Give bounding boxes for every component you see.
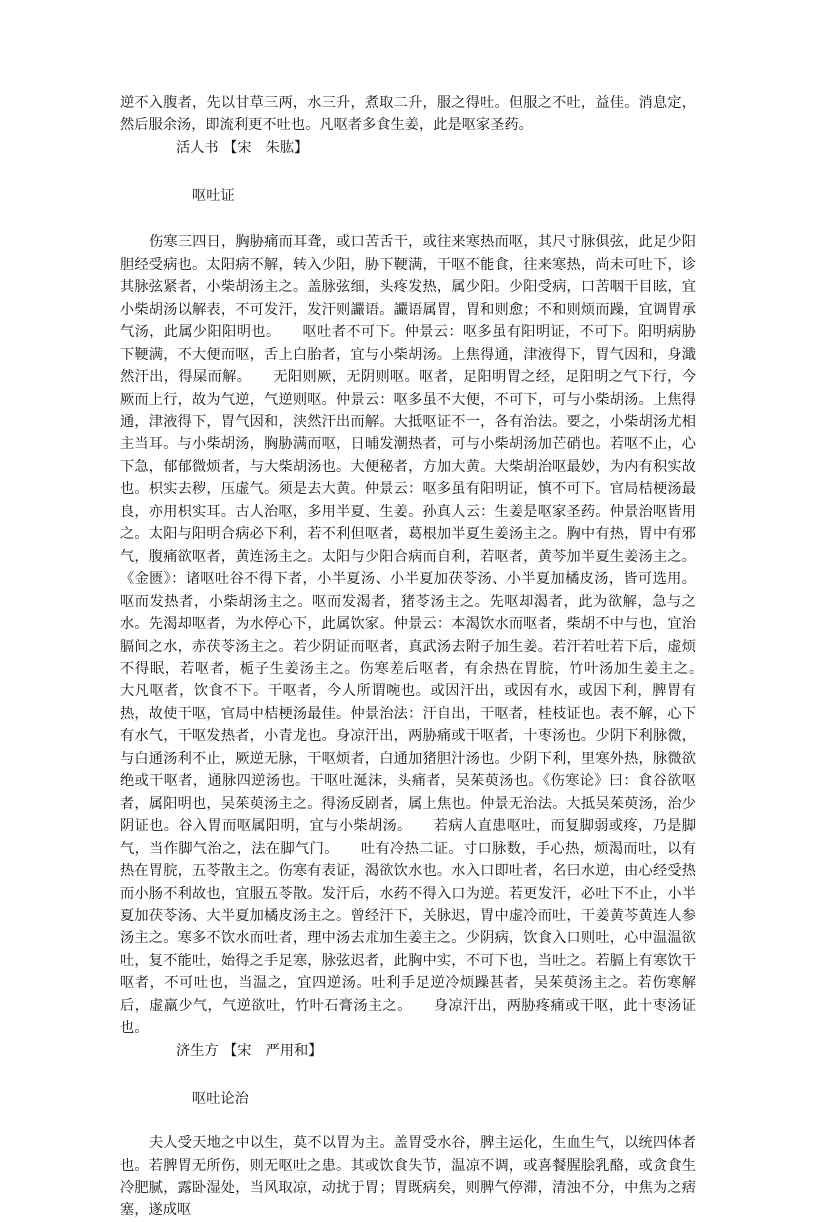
source-citation-huoren-shu: 活人书 【宋 朱肱】 xyxy=(176,139,309,156)
document-page xyxy=(120,92,725,1222)
final-paragraph: 夫人受天地之中以生，莫不以胃为主。盖胃受水谷，脾主运化，生血生气，以统四体者也。若脾胃无所伤，则无呕吐之患。其或饮食失节，温凉不调，或喜餐腥脍乳酪，或贪食生冷肥腻，露卧湿处，当风取凉，动扰于胃；胃既病矣，则脾气停滞，清浊不分，中焦为之痞塞，遂成呕 xyxy=(120,1135,696,1219)
section-heading-outu-lunzhi: 呕吐论治 xyxy=(192,1091,249,1108)
section-heading-outu-zheng: 呕吐证 xyxy=(192,188,235,205)
intro-paragraph: 逆不入腹者，先以甘草三两，水三升，煮取二升，服之得吐。但服之不吐，益佳。消息定，然后服余汤，即流利更不吐也。凡呕者多食生姜，此是呕家圣药。 xyxy=(120,95,696,134)
main-paragraph: 伤寒三四日，胸胁痛而耳聋，或口苦舌干，或往来寒热而呕，其尺寸脉俱弦，此足少阳胆经受病也。太阳病不解，转入少阳，胁下鞕满，干呕不能食，往来寒热，尚未可吐下，诊其脉弦紧者，小柴胡汤主之。盖脉弦细，头疼发热，属少阳。少阳受病，口苦咽干目眩，宜小柴胡汤以解表，不可发汗，发汗则讝语。讝语属胃，胃和则愈；不和则烦而躁，宜调胃承气汤，此属少阳阳明也。 呕吐者不可下。仲景云：呕多虽有阳明证，不可下。阳明病胁下鞕满，不大便而呕，舌上白胎者，宜与小柴胡汤。上焦得通，津液得下，胃气因和，身濈然汗出，得屎而解。 无阳则厥，无阴则呕。呕者，足阳明胃之经，足阳明之气下行，今厥而上行，故为气逆，气逆则呕。仲景云：呕多虽不大便，不可下，可与小柴胡汤。上焦得通，津液得下，胃气因和，浃然汗出而解。大抵呕证不一，各有治法。要之，小柴胡汤尤相主当耳。与小柴胡汤，胸胁满而呕，日晡发潮热者，可与小柴胡汤加芒硝也。若呕不止，心下急，郁郁微烦者，与大柴胡汤也。大便秘者，方加大黄。大柴胡治呕最妙，为内有积实故也。枳实去秽，压虚气。须是去大黄。仲景云：呕多虽有阳明证，慎不可下。官局桔梗汤最良，亦用枳实耳。古人治呕，多用半夏、生姜。孙真人云：生姜是呕家圣药。仲景治呕皆用之。太阳与阳明合病必下利，若不利但呕者，葛根加半夏生姜汤主之。胸中有热，胃中有邪气，腹痛欲呕者，黄连汤主之。太阳与少阳合病而自利，若呕者，黄芩加半夏生姜汤主之。《金匮》：诸呕吐谷不得下者，小半夏汤、小半夏加茯苓汤、小半夏加橘皮汤，皆可选用。呕而发热者，小柴胡汤主之。呕而发渴者，猪苓汤主之。先呕却渴者，此为欲解，急与之水。先渴却呕者，为水停心下，此属饮家。仲景云：本渴饮水而呕者，柴胡不中与也，宜治膈间之水，赤茯苓汤主之。若少阴证而呕者，真武汤去附子加生姜。若汗若吐若下后，虚烦不得眠，若呕者，栀子生姜汤主之。伤寒差后呕者，有余热在胃脘，竹叶汤加生姜主之。 大凡呕者，饮食不下。干呕者，今人所谓啘也。或因汗出，或因有水，或因下利，脾胃有热，故使干呕，官局中桔梗汤最佳。仲景治法：汗自出，干呕者，桂枝证也。表不解，心下有水气，干呕发热者，小青龙也。身凉汗出，两胁痛或干呕者，十枣汤也。少阴下利脉微，与白通汤利不止，厥逆无脉，干呕烦者，白通加猪胆汁汤也。少阴下利，里寒外热，脉微欲绝或干呕者，通脉四逆汤也。干呕吐涎沫，头痛者，吴茱萸汤也。《伤寒论》曰：食谷欲呕者，属阳明也，吴茱萸汤主之。得汤反剧者，属上焦也。仲景无治法。大抵吴茱萸汤，治少阴证也。谷入胃而呕属阳明，宜与小柴胡汤。 若病人直患呕吐，而复脚弱或疼，乃是脚气，当作脚气治之，法在脚气门。 吐有冷热二证。寸口脉数，手心热，烦渴而吐，以有热在胃脘，五苓散主之。伤寒有表证，渴欲饮水也。水入口即吐者，名曰水逆，由心经受热而小肠不利故也，宜服五苓散。发汗后，水药不得入口为逆。若更发汗，必吐下不止，小半夏加茯苓汤、大半夏加橘皮汤主之。曾经汗下，关脉迟，胃中虚冷而吐，干姜黄芩黄连人参汤主之。寒多不饮水而吐者，理中汤去朮加生姜主之。少阴病，饮食入口则吐，心中温温欲吐，复不能吐，始得之手足寒，脉弦迟者，此胸中实，不可下也，当吐之。若膈上有寒饮干呕者，不可吐也，当温之，宜四逆汤。吐利手足逆冷烦躁甚者，吴茱萸汤主之。若伤寒解后，虚羸少气，气逆欲吐，竹叶石膏汤主之。 身凉汗出，两胁疼痛或干呕，此十枣汤证也。 xyxy=(120,234,725,1037)
source-citation-jisheng-fang: 济生方 【宋 严用和】 xyxy=(176,1042,323,1059)
